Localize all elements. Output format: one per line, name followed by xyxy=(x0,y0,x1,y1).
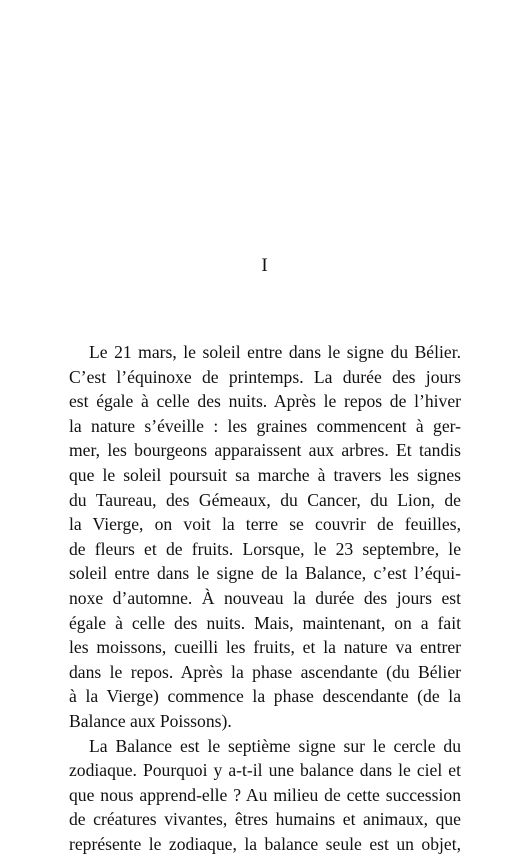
text-line: la Vierge, on voit la terre se couvrir de feuilles, xyxy=(69,512,461,537)
text-line: représente le zodiaque, la balance seule est un objet, xyxy=(69,832,461,856)
text-line: la nature s’éveille : les graines commencent à ger- xyxy=(69,414,461,439)
paragraph-2 xyxy=(69,734,461,856)
text-line: La Balance est le septième signe sur le cercle du xyxy=(69,734,461,759)
text-line: mer, les bourgeons apparaissent aux arbres. Et tandis xyxy=(69,438,461,463)
text-line: dans le repos. Après la phase ascendante (du Bélier xyxy=(69,660,461,685)
text-line: à la Vierge) commence la phase descendante (de la xyxy=(69,684,461,709)
text-line: C’est l’équinoxe de printemps. La durée des jours xyxy=(69,365,461,390)
text-line: de créatures vivantes, êtres humains et animaux, que xyxy=(69,807,461,832)
chapter-number: I xyxy=(0,254,529,278)
text-line: les moissons, cueilli les fruits, et la nature va entrer xyxy=(69,635,461,660)
text-line: Le 21 mars, le soleil entre dans le signe du Bélier. xyxy=(69,340,461,365)
text-line: que le soleil poursuit sa marche à travers les signes xyxy=(69,463,461,488)
text-line: de fleurs et de fruits. Lorsque, le 23 septembre, le xyxy=(69,537,461,562)
text-line: est égale à celle des nuits. Après le repos de l’hiver xyxy=(69,389,461,414)
text-line: noxe d’automne. À nouveau la durée des jours est xyxy=(69,586,461,611)
text-line: égale à celle des nuits. Mais, maintenant, on a fait xyxy=(69,611,461,636)
text-line: soleil entre dans le signe de la Balance, c’est l’équi- xyxy=(69,561,461,586)
text-line: que nous apprend-elle ? Au milieu de cette succession xyxy=(69,783,461,808)
text-line: du Taureau, des Gémeaux, du Cancer, du Lion, de xyxy=(69,488,461,513)
paragraph-1 xyxy=(69,340,461,734)
body-text xyxy=(69,340,461,856)
text-line: zodiaque. Pourquoi y a-t-il une balance dans le ciel et xyxy=(69,758,461,783)
text-line: Balance aux Poissons). xyxy=(69,709,461,734)
